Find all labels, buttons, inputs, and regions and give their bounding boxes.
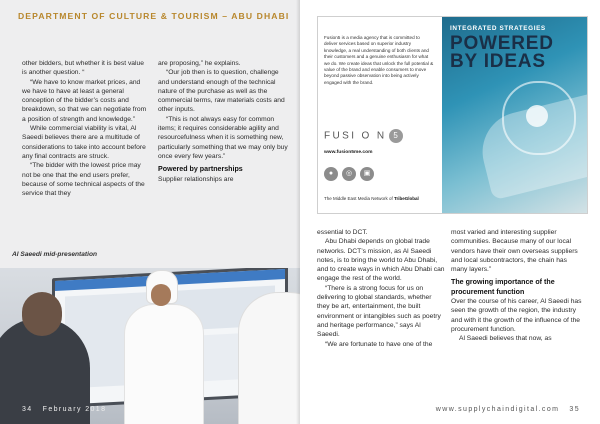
paragraph: “Our job then is to question, challenge and understand enough of the technical nature of the purchase as well as the commercial terms, raw materials costs and other inputs. [158,69,285,114]
presenter-body [124,304,204,424]
subheading: The growing importance of the procurement function [451,278,555,296]
right-page [300,0,600,424]
paragraph: essential to DCT. [317,229,368,236]
left-folio [22,406,106,413]
screen-icon: ▣ [360,167,374,181]
presenter-face [151,284,171,306]
left-column-2 [158,59,290,184]
fusion5-logo: FUSI O N 5 [324,129,403,143]
subheading: Powered by partnerships [158,165,243,174]
page-number: 35 [569,406,580,413]
paragraph: While commercial viability is vital, Al Saeedi believes there are a multitude of considerations to take into account before any final contracts are struck. [22,125,146,160]
ad-footer: The Middle East Media Network of TribeGlobal [324,196,419,201]
paragraph: Over the course of his career, Al Saeedi has seen the growth of the region, the industry and with it the growth of the influence of the procurement function. [451,298,582,333]
website[interactable]: www.supplychaindigital.com [435,406,560,413]
paragraph: other bidders, but whether it is best value is another question. “ [22,60,144,77]
paragraph: “There is a strong focus for us on delivering to global standards, whether they be art, entertainment, the built environment or intangibles such as poetry and heritage performance,” says Al Saeedi. [317,284,441,339]
left-column-1 [22,59,150,198]
section-header: DEPARTMENT OF CULTURE & TOURISM – ABU DHABI [18,11,290,21]
audience-member [238,292,300,424]
paragraph: are proposing,” he explains. [158,60,241,67]
presentation-photo [0,268,300,424]
paragraph: “The bidder with the lowest price may not be one that the end users prefer, because of some technical aspects of the service that they [22,162,145,198]
paragraph: Supplier relationships are [158,175,234,183]
advertisement[interactable] [317,16,588,214]
ad-body: Fusion5 is a media agency that is committed to deliver services based on superior industry knowledge, a real understanding of both clients and their customers and a genuine enthusiasm for what we do. We create ideas that unlock the full potential & value of the brand and enable consumers to move beyond passive observation into being actively engaged with the brand. [324,35,434,85]
network-icon: ● [324,167,338,181]
ad-visual [442,17,588,214]
ad-headline: POWERED BY IDEAS [450,33,554,72]
right-column-2 [451,228,585,344]
paragraph: Abu Dhabi depends on global trade networks. DCT’s mission, as Al Saeedi notes, is to bring the world to Abu Dhabi, and to create ways in which Abu Dhabi can engage the rest of the world. [317,238,445,283]
issue-date: February 2018 [42,406,107,413]
audience-member-head [22,292,62,336]
ad-kicker: INTEGRATED STRATEGIES [450,25,546,32]
hand-graphic [474,94,588,201]
right-folio [436,406,580,413]
ad-url[interactable]: www.fusion5me.com [324,150,373,155]
ad-icon-row [324,167,374,181]
photo-caption: Al Saeedi mid-presentation [12,251,98,258]
right-column-1 [317,228,445,349]
paragraph: “This is not always easy for common items; it requires considerable agility and resourcefulness when it is something new, particularly something that we may only buy once every few years.” [158,115,288,160]
paragraph: “We have to know market prices, and we have to have at least a general conception of the bidder’s costs and breakdown, so that we can negotiate from a position of strength and knowledge.” [22,78,147,123]
page-number: 34 [22,406,33,413]
paragraph: most varied and interesting supplier communities. Because many of our local vendors have their own overseas suppliers and local subcontractors, the chain has many layers.” [451,229,578,274]
paragraph: “We are fortunate to have one of the [325,340,433,348]
globe-icon: ◎ [342,167,356,181]
paragraph: Al Saeedi believes that now, as [459,335,552,343]
